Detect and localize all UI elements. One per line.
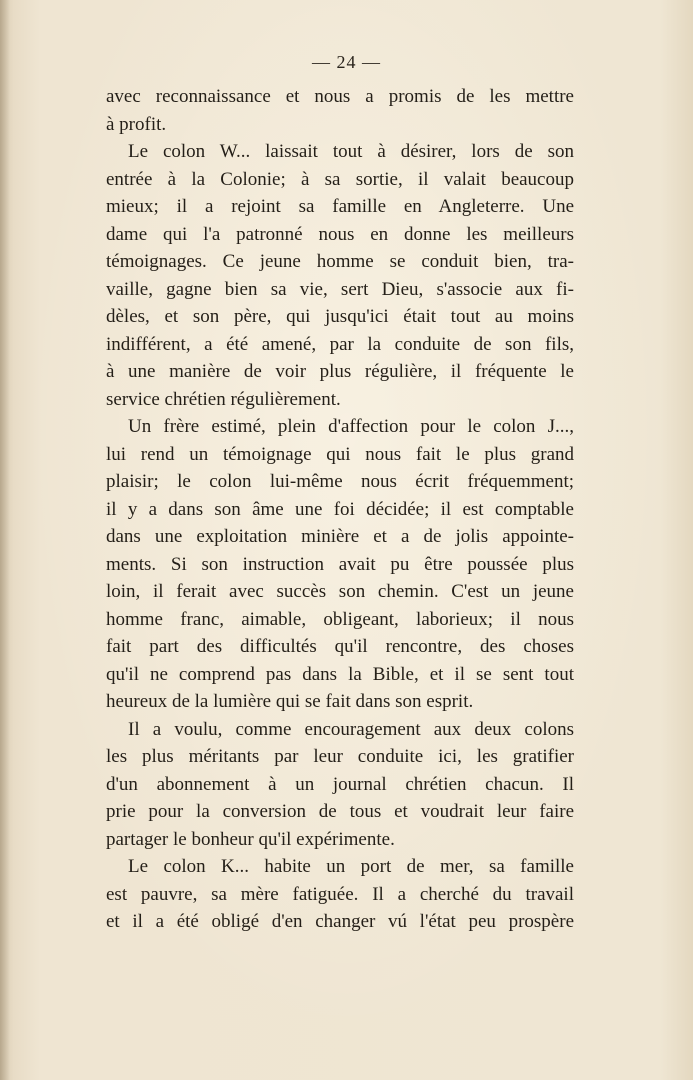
text-line: homme franc, aimable, obligeant, laborieux; il nous [106, 608, 574, 630]
text-line: partager le bonheur qu'il expérimente. [106, 828, 395, 850]
text-line: témoignages. Ce jeune homme se conduit bien, tra- [106, 251, 574, 272]
spine-shadow [0, 0, 10, 1080]
text-line: fait part des difficultés qu'il rencontre, des choses [106, 636, 574, 657]
text-line: ments. Si son instruction avait pu être poussée plus [106, 553, 574, 575]
text-line: dèles, et son père, qui jusqu'ici était tout au moins [106, 306, 574, 327]
text-line: service chrétien régulièrement. [106, 388, 341, 410]
text-line: il y a dans son âme une foi décidée; il est comptable [106, 498, 574, 520]
text-line: lui rend un témoignage qui nous fait le plus grand [106, 443, 574, 465]
text-line: Le colon W... laissait tout à désirer, lors de son [128, 141, 574, 162]
text-line: indifférent, a été amené, par la conduite de son fils, [106, 333, 574, 355]
text-line: loin, il ferait avec succès son chemin. C'est un jeune [106, 581, 574, 602]
text-line: heureux de la lumière qui se fait dans son esprit. [106, 691, 474, 712]
text-line: plaisir; le colon lui-même nous écrit fréquemment; [106, 471, 574, 492]
text-line: et il a été obligé d'en changer vú l'état peu prospère [106, 911, 574, 932]
text-line: Un frère estimé, plein d'affection pour le colon J..., [128, 416, 574, 437]
text-line: à profit. [106, 113, 167, 135]
text-line: prie pour la conversion de tous et voudrait leur faire [106, 801, 574, 822]
text-line: Le colon K... habite un port de mer, sa famille [128, 856, 574, 877]
text-line: est pauvre, sa mère fatiguée. Il a cherché du travail [106, 883, 574, 905]
text-line: dame qui l'a patronné nous en donne les meilleurs [106, 223, 574, 245]
text-line: les plus méritants par leur conduite ici, les gratifier [106, 746, 574, 767]
text-line: dans une exploitation minière et a de jolis appointe- [106, 526, 574, 547]
text-line: à une manière de voir plus régulière, il fréquente le [106, 361, 574, 382]
text-line: avec reconnaissance et nous a promis de les mettre [106, 86, 574, 107]
body-text [106, 83, 574, 936]
text-line: vaille, gagne bien sa vie, sert Dieu, s'associe aux fi- [106, 278, 574, 300]
text-line: Il a voulu, comme encouragement aux deux colons [128, 718, 574, 740]
page-number: — 24 — [312, 52, 381, 72]
text-line: d'un abonnement à un journal chrétien chacun. Il [106, 773, 574, 795]
text-line: entrée à la Colonie; à sa sortie, il valait beaucoup [106, 168, 574, 190]
text-line: qu'il ne comprend pas dans la Bible, et il se sent tout [106, 663, 574, 685]
text-line: mieux; il a rejoint sa famille en Angleterre. Une [106, 196, 574, 217]
